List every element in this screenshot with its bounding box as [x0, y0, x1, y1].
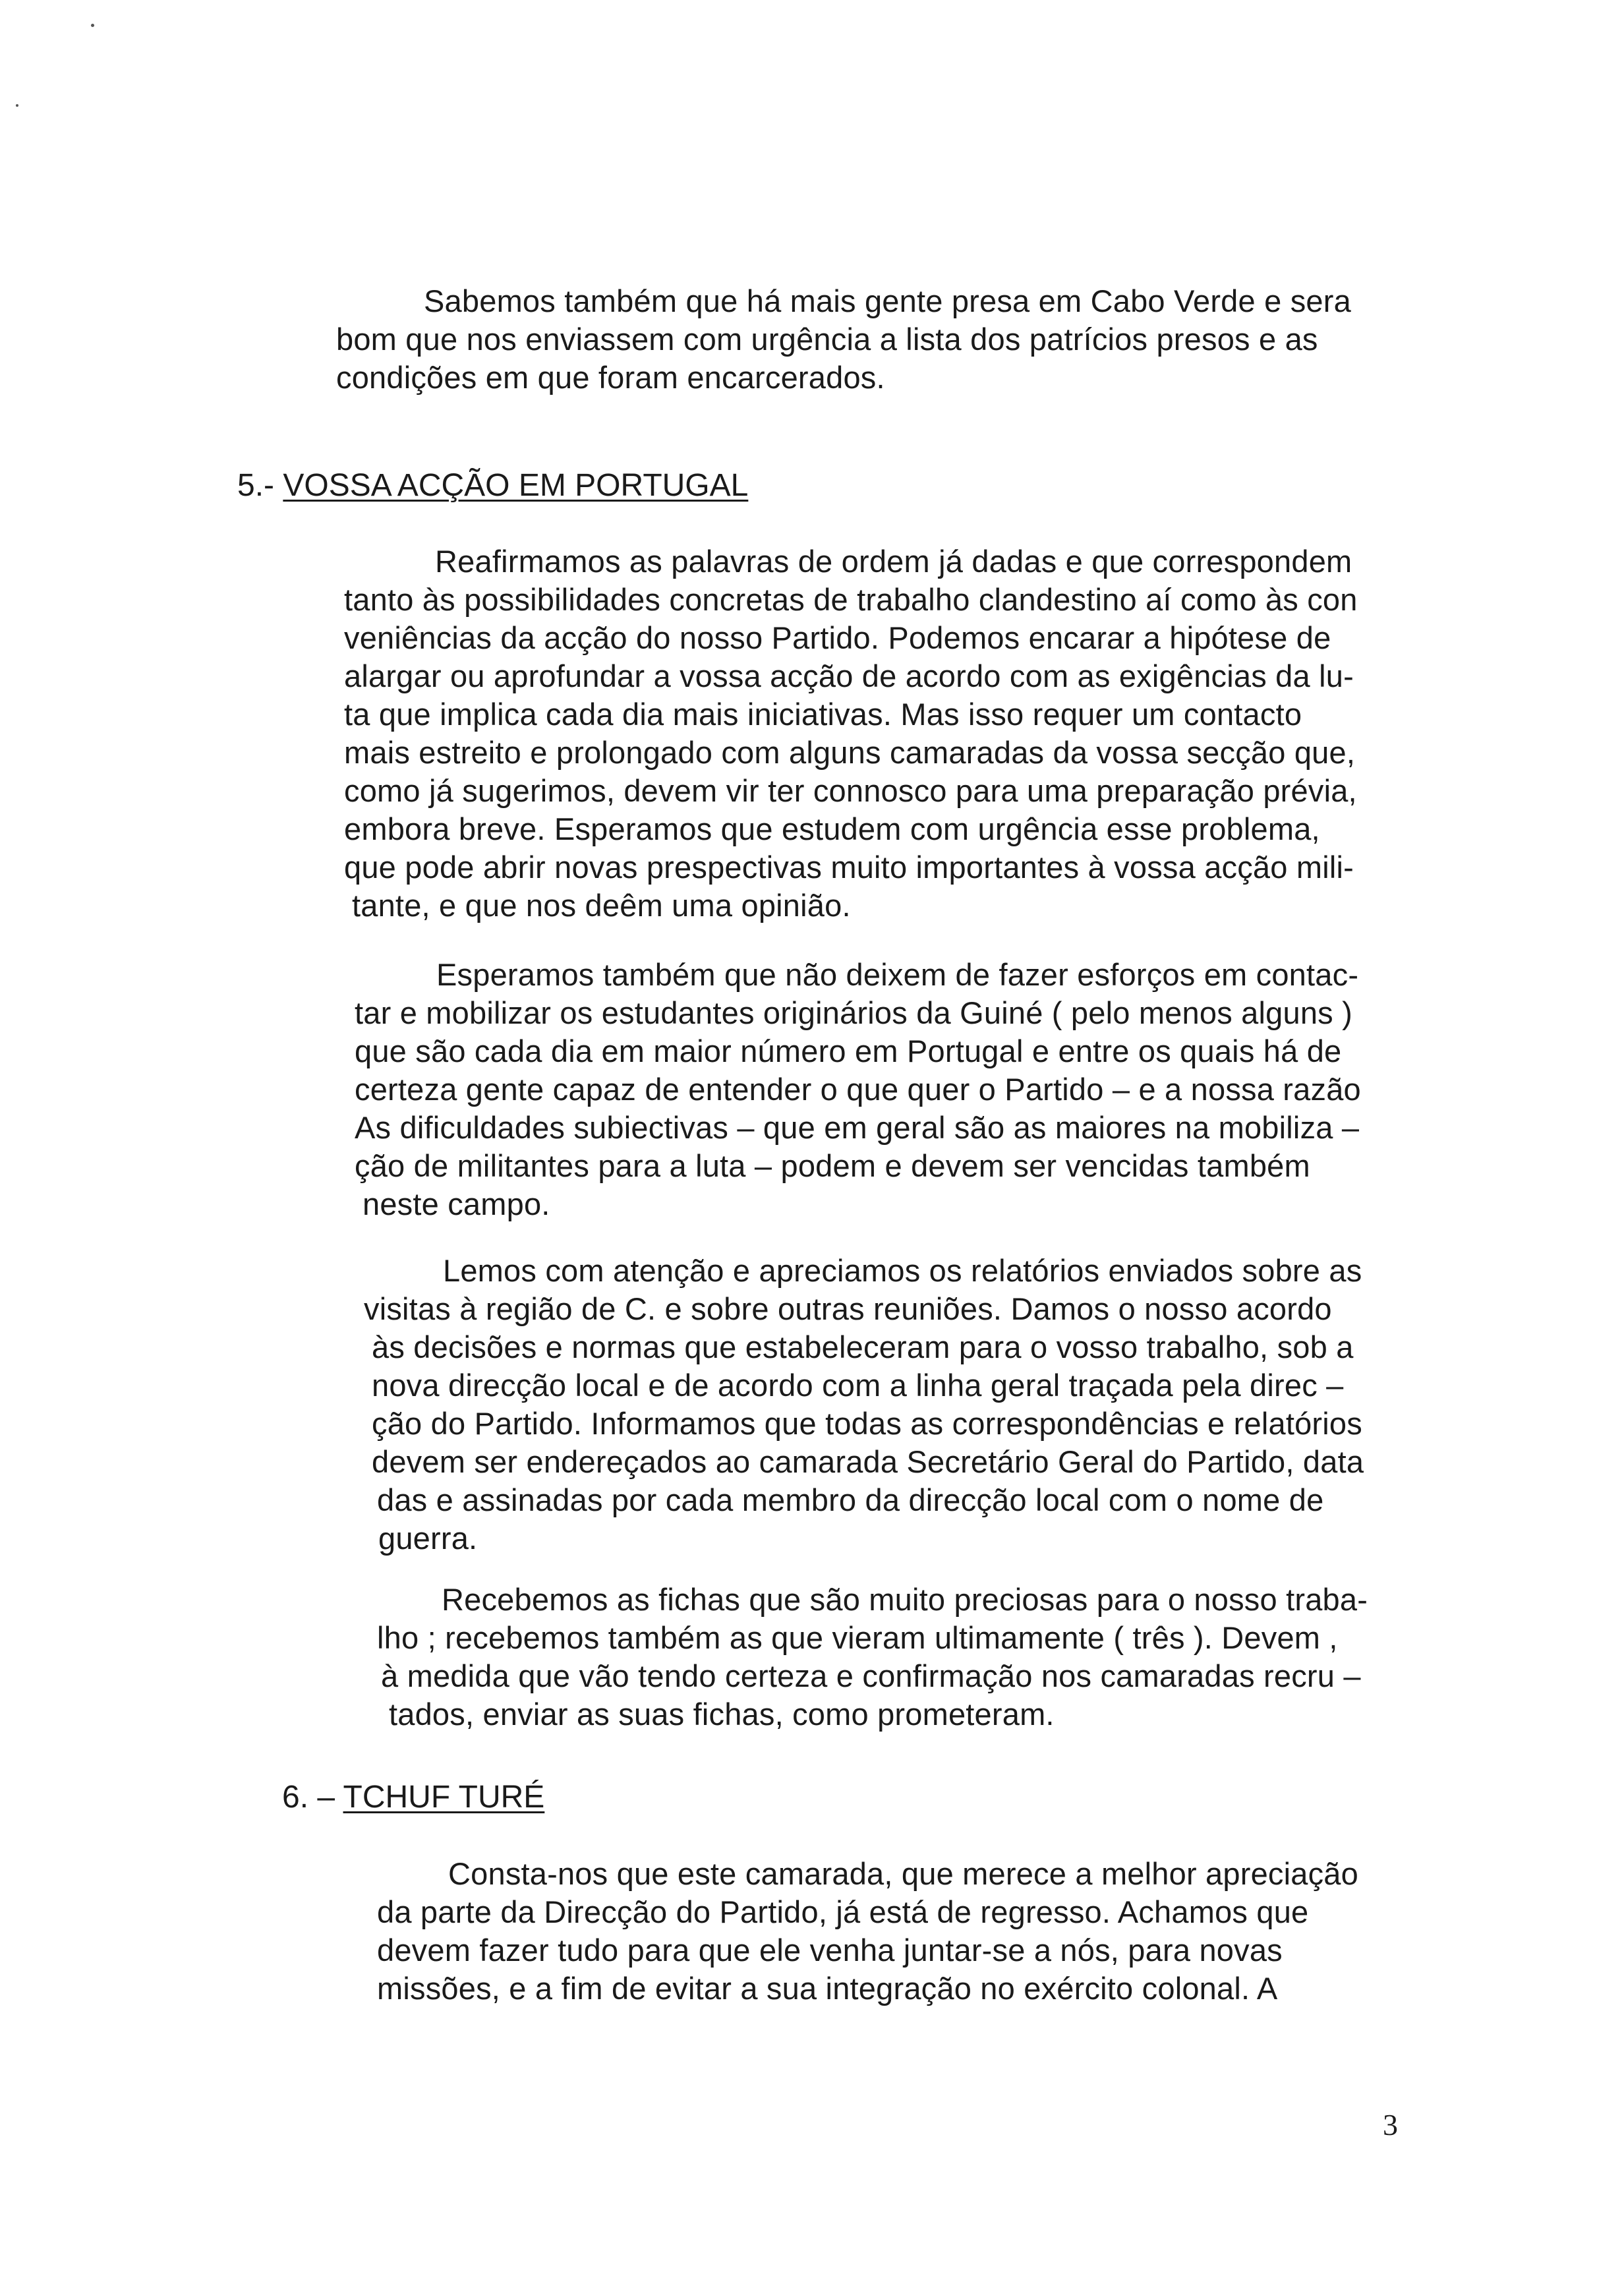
text-line: à medida que vão tendo certeza e confirmação nos camaradas recru – — [381, 1658, 1361, 1693]
text-line: certeza gente capaz de entender o que quer o Partido – e a nossa razão — [355, 1072, 1361, 1107]
text-line: As dificuldades subiectivas – que em geral são as maiores na mobiliza – — [355, 1110, 1360, 1145]
section-5-title: VOSSA ACÇÃO EM PORTUGAL — [283, 468, 749, 503]
text-line: neste campo. — [362, 1186, 550, 1221]
text-line: bom que nos enviassem com urgência a lista dos patrícios presos e as — [336, 322, 1318, 357]
text-line: que pode abrir novas prespectivas muito importantes à vossa acção mili- — [344, 850, 1354, 885]
text-line: Lemos com atenção e apreciamos os relatórios enviados sobre as — [443, 1253, 1362, 1288]
text-line: embora breve. Esperamos que estudem com urgência esse problema, — [344, 811, 1320, 846]
text-line: ção de militantes para a luta – podem e devem ser vencidas também — [355, 1148, 1310, 1183]
section-5-number: 5.- — [237, 468, 275, 503]
text-line: às decisões e normas que estabeleceram para o vosso trabalho, sob a — [372, 1329, 1354, 1364]
text-line: visitas à região de C. e sobre outras reuniões. Damos o nosso acordo — [364, 1291, 1332, 1326]
text-line: condições em que foram encarcerados. — [336, 360, 885, 395]
text-line: alargar ou aprofundar a vossa acção de acordo com as exigências da lu- — [344, 658, 1354, 693]
text-line: tados, enviar as suas fichas, como prometeram. — [389, 1697, 1055, 1732]
text-line: Recebemos as fichas que são muito preciosas para o nosso traba- — [442, 1582, 1368, 1617]
text-line: Reafirmamos as palavras de ordem já dadas e que correspondem — [435, 544, 1352, 579]
text-line: devem ser endereçados ao camarada Secretário Geral do Partido, data — [372, 1444, 1364, 1479]
text-line: lho ; recebemos também as que vieram ultimamente ( três ). Devem , — [377, 1620, 1338, 1655]
section-6-heading — [282, 1778, 544, 1817]
text-line: como já sugerimos, devem vir ter connosco para uma preparação prévia, — [344, 773, 1357, 808]
text-line: veniências da acção do nosso Partido. Podemos encarar a hipótese de — [344, 620, 1331, 655]
section-6-number: 6. – — [282, 1780, 335, 1815]
text-line: Esperamos também que não deixem de fazer esforços em contac- — [436, 957, 1359, 992]
text-line: Sabemos também que há mais gente presa em Cabo Verde e sera — [424, 283, 1351, 318]
text-line: tante, e que nos deêm uma opinião. — [352, 888, 851, 923]
text-line: guerra. — [378, 1521, 478, 1556]
text-line: tanto às possibilidades concretas de trabalho clandestino aí como às con — [344, 582, 1358, 617]
text-line: mais estreito e prolongado com alguns camaradas da vossa secção que, — [344, 735, 1356, 770]
text-line: nova direcção local e de acordo com a linha geral traçada pela direc – — [372, 1368, 1344, 1403]
section-5-heading — [237, 467, 748, 505]
scan-speck — [16, 104, 18, 107]
text-line: ção do Partido. Informamos que todas as correspondências e relatórios — [372, 1406, 1362, 1441]
text-line: devem fazer tudo para que ele venha juntar-se a nós, para novas — [377, 1933, 1283, 1968]
text-line: das e assinadas por cada membro da direcção local com o nome de — [377, 1482, 1324, 1517]
text-line: ta que implica cada dia mais iniciativas. Mas isso requer um contacto — [344, 697, 1302, 732]
section-6-title: TCHUF TURÉ — [343, 1780, 545, 1815]
text-line: Consta-nos que este camarada, que merece a melhor apreciação — [448, 1856, 1358, 1891]
scan-speck — [91, 24, 94, 27]
text-line: da parte da Direcção do Partido, já está de regresso. Achamos que — [377, 1894, 1309, 1929]
page-number: 3 — [1383, 2108, 1398, 2142]
text-line: tar e mobilizar os estudantes originários da Guiné ( pelo menos alguns ) — [355, 995, 1352, 1030]
text-line: missões, e a fim de evitar a sua integração no exército colonal. A — [377, 1971, 1278, 2006]
text-line: que são cada dia em maior número em Portugal e entre os quais há de — [355, 1034, 1342, 1068]
